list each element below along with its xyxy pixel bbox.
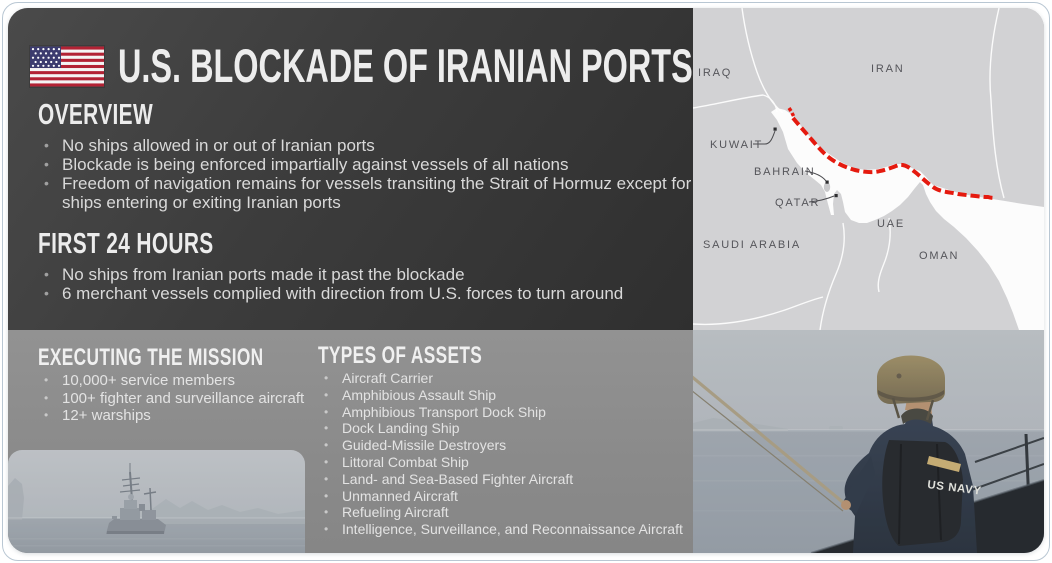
map-label-oman: OMAN: [919, 250, 960, 262]
bullet-item: • Aircraft Carrier: [318, 370, 690, 387]
bullet-item: • Amphibious Transport Dock Ship: [318, 404, 690, 421]
page-title: U.S. BLOCKADE OF IRANIAN PORTS: [118, 39, 693, 92]
types-of-assets-heading: TYPES OF ASSETS: [318, 342, 483, 369]
bullet-item: • No ships allowed in or out of Iranian ports: [38, 136, 703, 155]
overview-section: [38, 98, 703, 212]
map-label-iraq: IRAQ: [698, 67, 733, 79]
overview-list: [38, 136, 703, 212]
bullet-item: • 12+ warships: [38, 407, 328, 425]
bullet-item: • 10,000+ service members: [38, 372, 328, 390]
bullet-item: • Intelligence, Surveillance, and Reconnaissance Aircraft: [318, 521, 690, 538]
executing-mission-heading: EXECUTING THE MISSION: [38, 344, 264, 371]
types-of-assets-section: [318, 342, 690, 538]
bullet-item: • Littoral Combat Ship: [318, 454, 690, 471]
persian-gulf-map: [693, 8, 1044, 330]
sailor-photo: [693, 330, 1044, 553]
sailor-photo-image: [693, 330, 1044, 553]
map-label-saudi-arabia: SAUDI ARABIA: [703, 239, 802, 251]
map-label-uae: UAE: [877, 218, 906, 230]
first-24-hours-list: [38, 265, 703, 303]
executing-mission-list: [38, 372, 328, 425]
bullet-item: • 6 merchant vessels complied with direction from U.S. forces to turn around: [38, 284, 703, 303]
bullet-item: • Unmanned Aircraft: [318, 488, 690, 505]
bullet-item: • No ships from Iranian ports made it past the blockade: [38, 265, 703, 284]
bullet-item: • Refueling Aircraft: [318, 504, 690, 521]
bullet-item: • Guided-Missile Destroyers: [318, 437, 690, 454]
bullet-item: • Land- and Sea-Based Fighter Aircraft: [318, 471, 690, 488]
vest-text: US NAVY: [926, 479, 983, 498]
map-label-bahrain: BAHRAIN: [754, 166, 816, 178]
bullet-item: • 100+ fighter and surveillance aircraft: [38, 390, 328, 408]
destroyer-photo: [8, 450, 305, 553]
map-label-qatar: QATAR: [775, 197, 821, 209]
bullet-item: • Freedom of navigation remains for vessels transiting the Strait of Hormuz except for ships entering or exiting Iranian ports: [38, 174, 703, 212]
destroyer-photo-image: [8, 450, 305, 553]
first-24-hours-section: [38, 227, 703, 303]
map-label-kuwait: KUWAIT: [710, 139, 764, 151]
bullet-item: • Amphibious Assault Ship: [318, 387, 690, 404]
map-panel: [693, 8, 1044, 330]
infographic-card: [8, 8, 1044, 553]
us-flag-icon: [30, 46, 104, 87]
map-label-iran: IRAN: [871, 63, 905, 75]
bullet-item: • Blockade is being enforced impartially against vessels of all nations: [38, 155, 703, 174]
executing-mission-section: [38, 344, 328, 425]
bullet-item: • Dock Landing Ship: [318, 420, 690, 437]
first-24-hours-heading: FIRST 24 HOURS: [38, 228, 214, 260]
overview-heading: OVERVIEW: [38, 99, 154, 131]
types-of-assets-list: [318, 370, 690, 538]
main-panel: [8, 8, 693, 330]
